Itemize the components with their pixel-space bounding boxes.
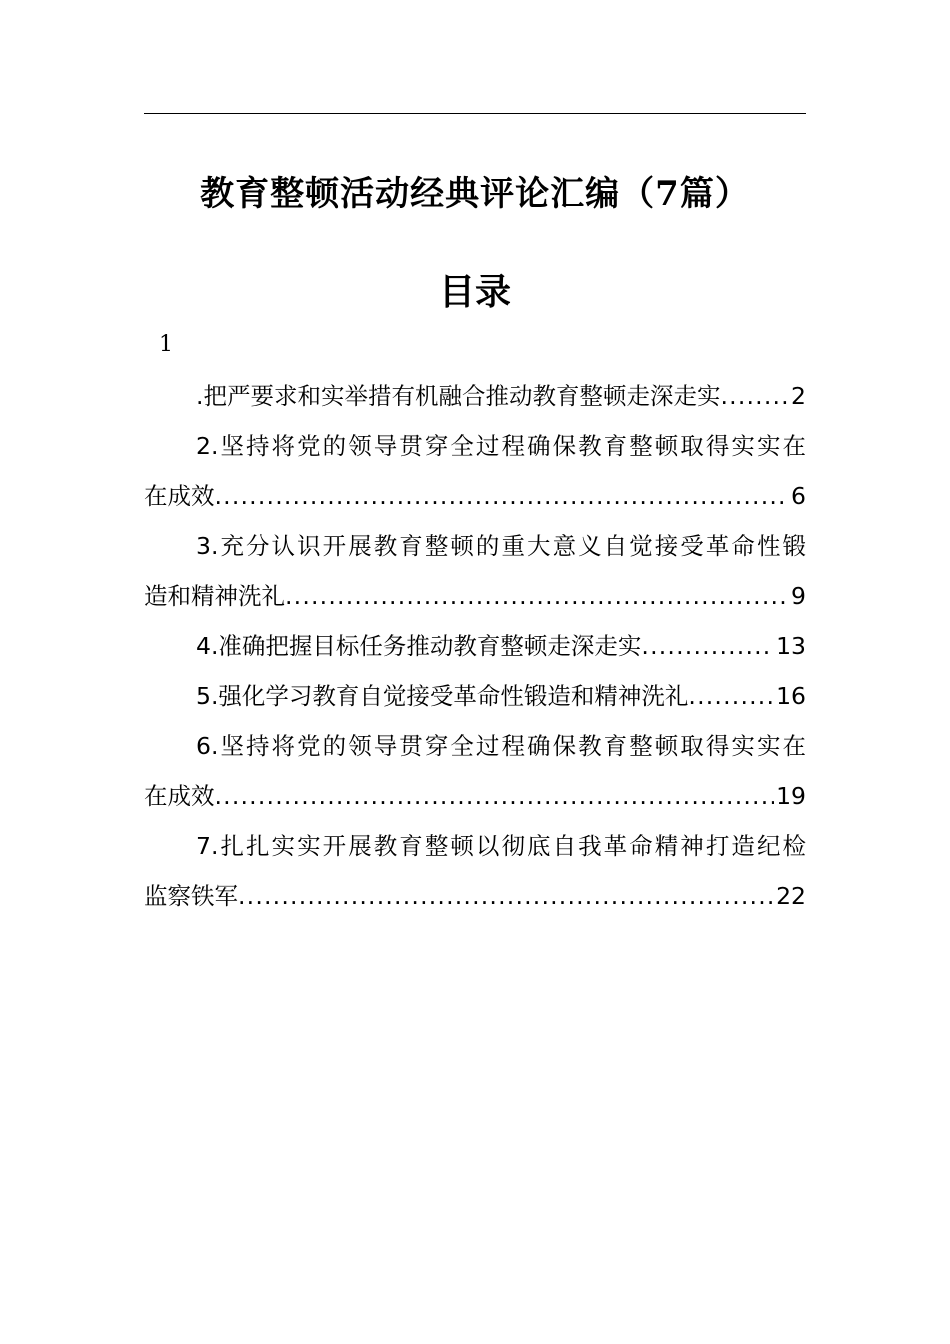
toc-leader-dots <box>641 621 774 671</box>
toc-leader-dots <box>720 371 789 421</box>
toc-page-number: 22 <box>776 882 806 910</box>
document-title: 教育整顿活动经典评论汇编（7篇） <box>200 174 750 214</box>
toc-entry-text: .把严要求和实举措有机融合推动教育整顿走深走实 <box>196 382 721 410</box>
toc-entry-4[interactable] <box>144 621 806 671</box>
toc-entry-3-line-1[interactable] <box>144 521 806 571</box>
toc-heading: 目录 <box>438 271 511 313</box>
toc-entry-6-line-1[interactable] <box>144 721 806 771</box>
toc-entry-text: 在成效 <box>144 782 215 810</box>
toc-entry-text: 监察铁军 <box>144 882 238 910</box>
toc-entry-text: 造和精神洗礼 <box>144 582 285 610</box>
toc-entry-text: 5.强化学习教育自觉接受革命性锻造和精神洗礼 <box>196 682 689 710</box>
toc-page-number: 19 <box>776 782 806 810</box>
toc-leader-dots <box>215 771 775 821</box>
toc-leader-dots <box>238 871 774 921</box>
toc-entry-text: 6.坚持将党的领导贯穿全过程确保教育整顿取得实实在 <box>196 732 806 760</box>
toc-entry-3-line-2[interactable] <box>144 571 806 621</box>
toc-entry-5[interactable] <box>144 671 806 721</box>
toc-page-number: 2 <box>791 382 806 410</box>
toc-entry-6-line-2[interactable] <box>144 771 806 821</box>
toc-entry-1[interactable] <box>144 371 806 421</box>
toc-page-number: 9 <box>791 582 806 610</box>
toc-page-number: 16 <box>776 682 806 710</box>
toc-page-number: 6 <box>791 482 806 510</box>
toc-leader-dots <box>285 571 789 621</box>
toc-entry-text: 7.扎扎实实开展教育整顿以彻底自我革命精神打造纪检 <box>196 832 806 860</box>
toc-leader-dots <box>215 471 790 521</box>
page-marker: 1 <box>159 332 173 357</box>
toc-entry-2-line-1[interactable] <box>144 421 806 471</box>
header-rule <box>144 113 806 114</box>
toc-entry-2-line-2[interactable] <box>144 471 806 521</box>
table-of-contents <box>144 371 806 921</box>
toc-leader-dots <box>688 671 774 721</box>
toc-entry-text: 4.准确把握目标任务推动教育整顿走深走实 <box>196 632 642 660</box>
toc-entry-7-line-2[interactable] <box>144 871 806 921</box>
toc-entry-7-line-1[interactable] <box>144 821 806 871</box>
toc-page-number: 13 <box>776 632 806 660</box>
toc-entry-text: 3.充分认识开展教育整顿的重大意义自觉接受革命性锻 <box>196 532 806 560</box>
toc-entry-text: 在成效 <box>144 482 215 510</box>
toc-entry-text: 2.坚持将党的领导贯穿全过程确保教育整顿取得实实在 <box>196 432 806 460</box>
